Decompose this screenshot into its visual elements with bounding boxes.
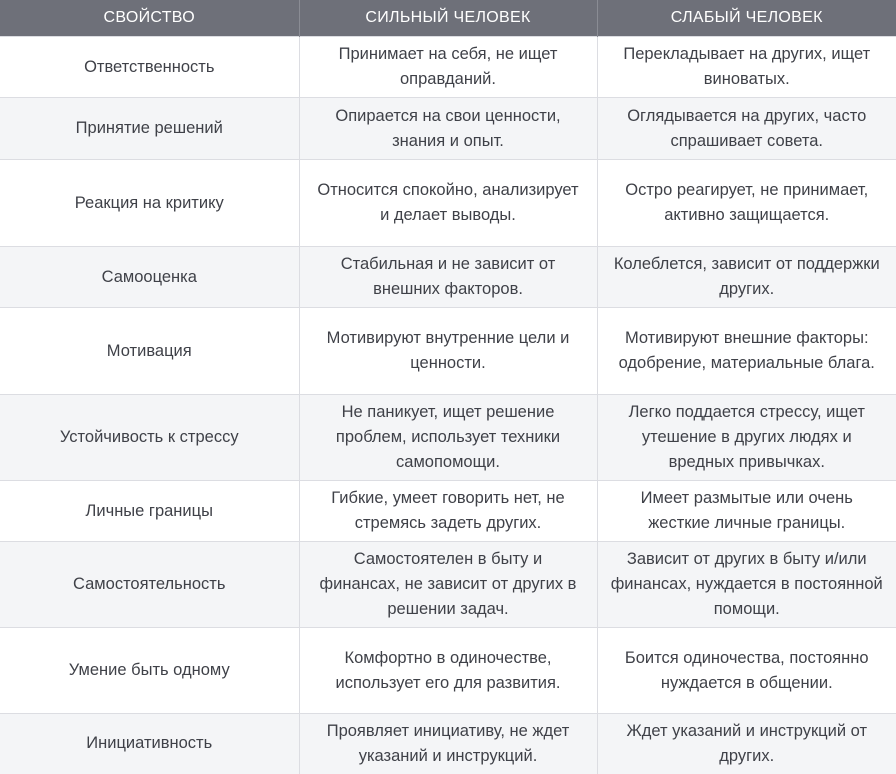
cell-weak: Ждет указаний и инструкций от других. bbox=[597, 714, 896, 774]
cell-strong: Принимает на себя, не ищет оправданий. bbox=[299, 37, 597, 98]
cell-property: Самостоятельность bbox=[0, 542, 299, 628]
cell-property: Устойчивость к стрессу bbox=[0, 395, 299, 481]
cell-weak: Остро реагирует, не принимает, активно защищается. bbox=[597, 160, 896, 247]
table-row bbox=[0, 308, 896, 395]
cell-weak: Перекладывает на других, ищет виноватых. bbox=[597, 37, 896, 98]
table-row bbox=[0, 395, 896, 481]
cell-property: Умение быть одному bbox=[0, 628, 299, 714]
cell-property: Мотивация bbox=[0, 308, 299, 395]
table-row bbox=[0, 247, 896, 308]
table-body bbox=[0, 37, 896, 774]
cell-property: Самооценка bbox=[0, 247, 299, 308]
table-row bbox=[0, 714, 896, 774]
cell-weak: Легко поддается стрессу, ищет утешение в других людях и вредных привычках. bbox=[597, 395, 896, 481]
table-row bbox=[0, 98, 896, 160]
table-row bbox=[0, 481, 896, 542]
cell-strong: Самостоятелен в быту и финансах, не зависит от других в решении задач. bbox=[299, 542, 597, 628]
cell-strong: Гибкие, умеет говорить нет, не стремясь задеть других. bbox=[299, 481, 597, 542]
cell-strong: Мотивируют внутренние цели и ценности. bbox=[299, 308, 597, 395]
cell-weak: Имеет размытые или очень жесткие личные границы. bbox=[597, 481, 896, 542]
cell-property: Принятие решений bbox=[0, 98, 299, 160]
table-row bbox=[0, 37, 896, 98]
cell-strong: Не паникует, ищет решение проблем, использует техники самопомощи. bbox=[299, 395, 597, 481]
cell-strong: Относится спокойно, анализирует и делает выводы. bbox=[299, 160, 597, 247]
cell-weak: Колеблется, зависит от поддержки других. bbox=[597, 247, 896, 308]
cell-weak: Боится одиночества, постоянно нуждается в общении. bbox=[597, 628, 896, 714]
cell-weak: Оглядывается на других, часто спрашивает совета. bbox=[597, 98, 896, 160]
cell-strong: Комфортно в одиночестве, использует его для развития. bbox=[299, 628, 597, 714]
header-strong-person: СИЛЬНЫЙ ЧЕЛОВЕК bbox=[299, 0, 597, 37]
header-weak-person: СЛАБЫЙ ЧЕЛОВЕК bbox=[597, 0, 896, 37]
cell-weak: Мотивируют внешние факторы: одобрение, материальные блага. bbox=[597, 308, 896, 395]
table-row bbox=[0, 628, 896, 714]
header-property: СВОЙСТВО bbox=[0, 0, 299, 37]
cell-strong: Опирается на свои ценности, знания и опыт. bbox=[299, 98, 597, 160]
cell-property: Инициативность bbox=[0, 714, 299, 774]
table-row bbox=[0, 542, 896, 628]
cell-strong: Стабильная и не зависит от внешних факторов. bbox=[299, 247, 597, 308]
cell-strong: Проявляет инициативу, не ждет указаний и инструкций. bbox=[299, 714, 597, 774]
cell-property: Реакция на критику bbox=[0, 160, 299, 247]
cell-weak: Зависит от других в быту и/или финансах, нуждается в постоянной помощи. bbox=[597, 542, 896, 628]
cell-property: Личные границы bbox=[0, 481, 299, 542]
table-header bbox=[0, 0, 896, 37]
cell-property: Ответственность bbox=[0, 37, 299, 98]
table-row bbox=[0, 160, 896, 247]
header-row bbox=[0, 0, 896, 37]
